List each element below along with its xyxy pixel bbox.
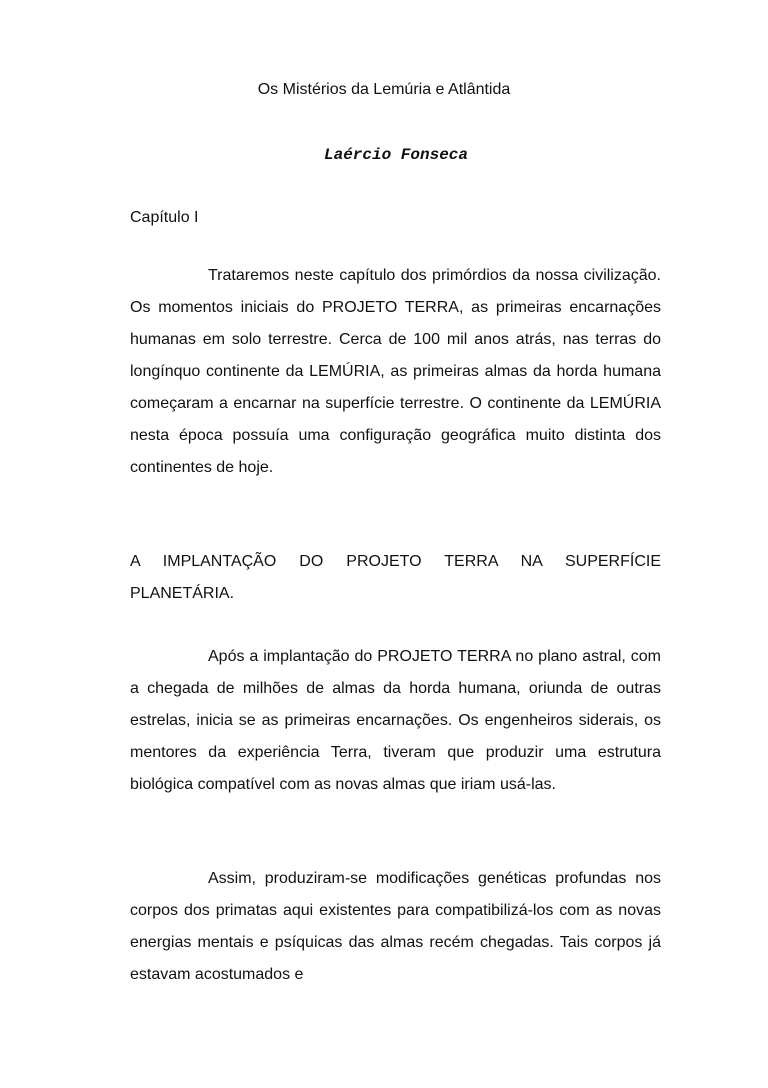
paragraph-genetic-modifications: Assim, produziram-se modificações genéticas profundas nos corpos dos primatas aqui existentes para compatibilizá-los com as novas energias mentais e psíquicas das almas recém chegadas. Tais corpos já estavam acostumados e xyxy=(130,870,661,983)
chapter-label: Capítulo I xyxy=(130,209,199,226)
paragraph-intro: Trataremos neste capítulo dos primórdios da nossa civilização. Os momentos iniciais do PROJETO TERRA, as primeiras encarnações humanas em solo terrestre. Cerca de 100 mil anos atrás, nas terras do longínquo continente da LEMÚRIA, as primeiras almas da horda humana começaram a encarnar na superfície terrestre. O continente da LEMÚRIA nesta época possuía uma configuração geográfica muito distinta dos continentes de hoje. xyxy=(130,267,661,476)
section-heading: A IMPLANTAÇÃO DO PROJETO TERRA NA SUPERFÍCIE PLANETÁRIA. xyxy=(130,553,661,602)
document-title: Os Mistérios da Lemúria e Atlântida xyxy=(257,81,511,98)
paragraph-implantation: Após a implantação do PROJETO TERRA no plano astral, com a chegada de milhões de almas da horda humana, oriunda de outras estrelas, inicia se as primeiras encarnações. Os engenheiros siderais, os mentores da experiência Terra, tiveram que produzir uma estrutura biológica compatível com as novas almas que iriam usá-las. xyxy=(130,648,661,793)
document-author: Laércio Fonseca xyxy=(323,146,469,164)
